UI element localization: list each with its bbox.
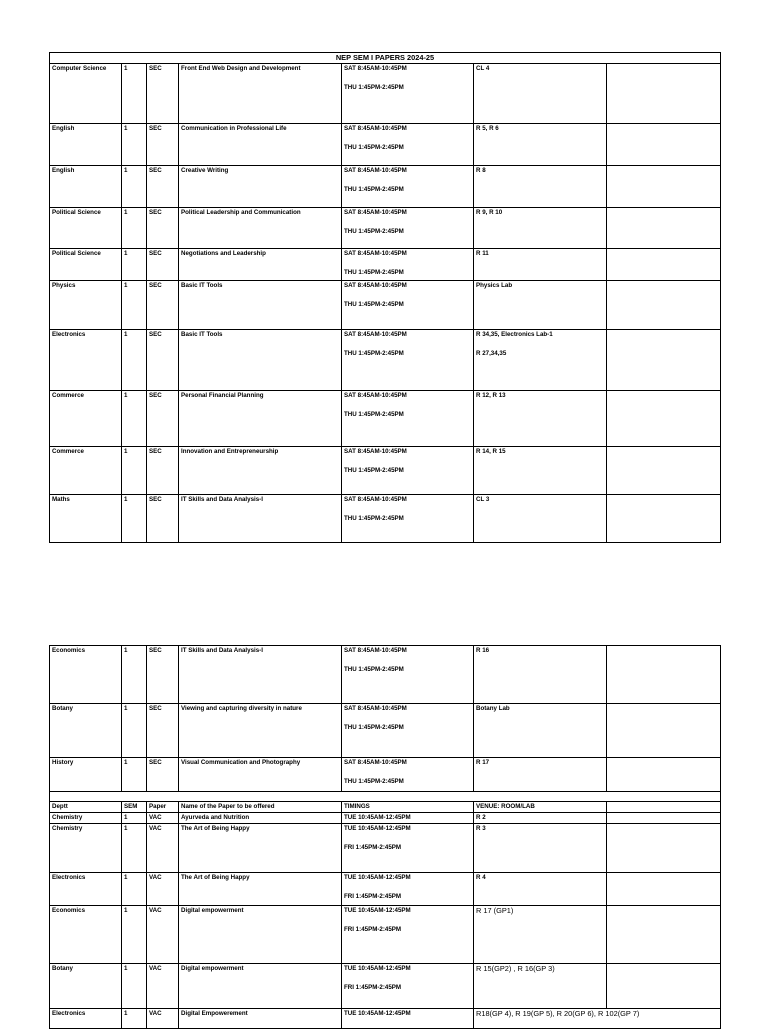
dept-cell: Political Science [50,208,122,249]
paper-cell: SEC [147,646,179,704]
table-row [50,64,721,124]
extra-cell [607,166,721,208]
extra-cell [607,249,721,281]
venue-cell: R18(GP 4), R 19(GP 5), R 20(GP 6), R 102(GP 7) [474,1009,721,1029]
paper-cell: VAC [147,873,179,906]
table-row [50,281,721,330]
paper-cell: VAC [147,1009,179,1029]
sem-cell: 1 [122,64,147,124]
sem-cell: 1 [122,124,147,166]
sec-vac-papers-table [49,645,721,1029]
header-name: Name of the Paper to be offered [179,802,342,813]
timings-cell: SAT 8:45AM-10:45PM THU 1:45PM-2:45PM [342,64,474,124]
table-row [50,964,721,1009]
header-sem: SEM [122,802,147,813]
table-title: NEP SEM I PAPERS 2024-25 [50,53,721,64]
table-row [50,391,721,447]
paper-cell: SEC [147,330,179,391]
sem-cell: 1 [122,166,147,208]
sem-cell: 1 [122,873,147,906]
table-row [50,1009,721,1029]
venue-cell: R 14, R 15 [474,447,607,495]
dept-cell: Botany [50,704,122,758]
timings-cell: SAT 8:45AM-10:45PM THU 1:45PM-2:45PM [342,330,474,391]
timings-cell: SAT 8:45AM-10:45PM THU 1:45PM-2:45PM [342,758,474,792]
sem-cell: 1 [122,964,147,1009]
sem-cell: 1 [122,495,147,543]
dept-cell: English [50,166,122,208]
sem-cell: 1 [122,447,147,495]
table-row [50,447,721,495]
paper-cell: SEC [147,447,179,495]
table-row [50,166,721,208]
paper-name-cell: Personal Financial Planning [179,391,342,447]
paper-cell: SEC [147,208,179,249]
timings-cell: SAT 8:45AM-10:45PM THU 1:45PM-2:45PM [342,447,474,495]
venue-cell: R 12, R 13 [474,391,607,447]
timings-cell: SAT 8:45AM-10:45PM THU 1:45PM-2:45PM [342,166,474,208]
paper-name-cell: Creative Writing [179,166,342,208]
timings-cell: SAT 8:45AM-10:45PM THU 1:45PM-2:45PM [342,249,474,281]
timings-cell: TUE 10:45AM-12:45PM FRI 1:45PM-2:45PM [342,824,474,873]
paper-cell: SEC [147,64,179,124]
extra-cell [607,758,721,792]
table-row [50,495,721,543]
timings-cell: SAT 8:45AM-10:45PM THU 1:45PM-2:45PM [342,281,474,330]
extra-cell [607,124,721,166]
table-row [50,249,721,281]
sem-cell: 1 [122,758,147,792]
extra-cell [607,495,721,543]
paper-cell: SEC [147,758,179,792]
table-row [50,906,721,964]
timings-cell: SAT 8:45AM-10:45PM THU 1:45PM-2:45PM [342,391,474,447]
extra-cell [607,646,721,704]
paper-cell: SEC [147,249,179,281]
paper-cell: SEC [147,704,179,758]
venue-cell: R 16 [474,646,607,704]
extra-cell [607,281,721,330]
dept-cell: Commerce [50,391,122,447]
dept-cell: Electronics [50,330,122,391]
dept-cell: Electronics [50,873,122,906]
paper-name-cell: Digital empowerment [179,906,342,964]
extra-cell [607,704,721,758]
table-row [50,208,721,249]
extra-cell [607,873,721,906]
dept-cell: Chemistry [50,824,122,873]
paper-name-cell: The Art of Being Happy [179,824,342,873]
paper-name-cell: Digital empowerment [179,964,342,1009]
table-row [50,704,721,758]
venue-cell: R 15(GP2) , R 16(GP 3) [474,964,607,1009]
paper-name-cell: Innovation and Entrepreneurship [179,447,342,495]
sem-cell: 1 [122,330,147,391]
dept-cell: Physics [50,281,122,330]
paper-cell: SEC [147,166,179,208]
extra-cell [607,330,721,391]
header-timings: TIMINGS [342,802,474,813]
timings-cell: SAT 8:45AM-10:45PM THU 1:45PM-2:45PM [342,704,474,758]
venue-cell: R 3 [474,824,607,873]
paper-name-cell: Front End Web Design and Development [179,64,342,124]
extra-cell [607,447,721,495]
venue-cell: R 9, R 10 [474,208,607,249]
extra-cell [607,824,721,873]
venue-cell: R 34,35, Electronics Lab-1 R 27,34,35 [474,330,607,391]
paper-cell: VAC [147,906,179,964]
sem-cell: 1 [122,824,147,873]
venue-cell: R 11 [474,249,607,281]
timings-cell: TUE 10:45AM-12:45PM FRI 1:45PM-2:45PM [342,964,474,1009]
paper-cell: SEC [147,281,179,330]
table-row [50,824,721,873]
table-row [50,124,721,166]
table-row [50,873,721,906]
extra-cell [607,964,721,1009]
header-paper: Paper [147,802,179,813]
sem-cell: 1 [122,813,147,824]
extra-cell [607,208,721,249]
table-row [50,758,721,792]
dept-cell: Economics [50,906,122,964]
blank-cell [50,792,721,802]
extra-cell [607,906,721,964]
timings-cell: TUE 10:45AM-12:45PM FRI 1:45PM-2:45PM [342,873,474,906]
dept-cell: Computer Science [50,64,122,124]
header-venue: VENUE: ROOM/LAB [474,802,607,813]
dept-cell: English [50,124,122,166]
extra-cell [607,391,721,447]
paper-cell: SEC [147,124,179,166]
timings-cell: SAT 8:45AM-10:45PM THU 1:45PM-2:45PM [342,124,474,166]
extra-cell [607,813,721,824]
sec-papers-table [49,52,721,543]
paper-name-cell: IT Skills and Data Analysis-I [179,646,342,704]
paper-name-cell: Political Leadership and Communication [179,208,342,249]
timings-cell: TUE 10:45AM-12:45PM FRI 1:45PM-2:45PM [342,906,474,964]
venue-cell: R 2 [474,813,607,824]
sem-cell: 1 [122,646,147,704]
paper-name-cell: Viewing and capturing diversity in nature [179,704,342,758]
sem-cell: 1 [122,391,147,447]
header-extra [607,802,721,813]
header-row [50,802,721,813]
paper-name-cell: IT Skills and Data Analysis-I [179,495,342,543]
paper-name-cell: Ayurveda and Nutrition [179,813,342,824]
paper-name-cell: Digital Empowerement [179,1009,342,1029]
paper-name-cell: The Art of Being Happy [179,873,342,906]
extra-cell [607,64,721,124]
venue-cell: R 8 [474,166,607,208]
dept-cell: Electronics [50,1009,122,1029]
paper-cell: SEC [147,495,179,543]
paper-cell: SEC [147,391,179,447]
venue-cell: R 17 [474,758,607,792]
paper-name-cell: Basic IT Tools [179,281,342,330]
venue-cell: R 5, R 6 [474,124,607,166]
sem-cell: 1 [122,208,147,249]
venue-cell: CL 3 [474,495,607,543]
dept-cell: Economics [50,646,122,704]
timings-cell: SAT 8:45AM-10:45PM THU 1:45PM-2:45PM [342,495,474,543]
venue-cell: Physics Lab [474,281,607,330]
table-row [50,646,721,704]
dept-cell: Political Science [50,249,122,281]
sem-cell: 1 [122,1009,147,1029]
venue-cell: CL 4 [474,64,607,124]
dept-cell: History [50,758,122,792]
paper-cell: VAC [147,813,179,824]
timings-cell: SAT 8:45AM-10:45PM THU 1:45PM-2:45PM [342,208,474,249]
table-row [50,330,721,391]
venue-cell: Botany Lab [474,704,607,758]
sem-cell: 1 [122,906,147,964]
dept-cell: Maths [50,495,122,543]
sem-cell: 1 [122,249,147,281]
sem-cell: 1 [122,281,147,330]
paper-name-cell: Visual Communication and Photography [179,758,342,792]
paper-cell: VAC [147,824,179,873]
timings-cell: SAT 8:45AM-10:45PM THU 1:45PM-2:45PM [342,646,474,704]
timings-cell: TUE 10:45AM-12:45PM [342,813,474,824]
paper-name-cell: Communication in Professional Life [179,124,342,166]
dept-cell: Chemistry [50,813,122,824]
paper-name-cell: Negotiations and Leadership [179,249,342,281]
table-row [50,813,721,824]
venue-cell: R 17 (GP1) [474,906,607,964]
dept-cell: Commerce [50,447,122,495]
venue-cell: R 4 [474,873,607,906]
dept-cell: Botany [50,964,122,1009]
paper-cell: VAC [147,964,179,1009]
paper-name-cell: Basic IT Tools [179,330,342,391]
spacer-row [50,792,721,802]
timings-cell: TUE 10:45AM-12:45PM [342,1009,474,1029]
sem-cell: 1 [122,704,147,758]
header-dept: Deptt [50,802,122,813]
